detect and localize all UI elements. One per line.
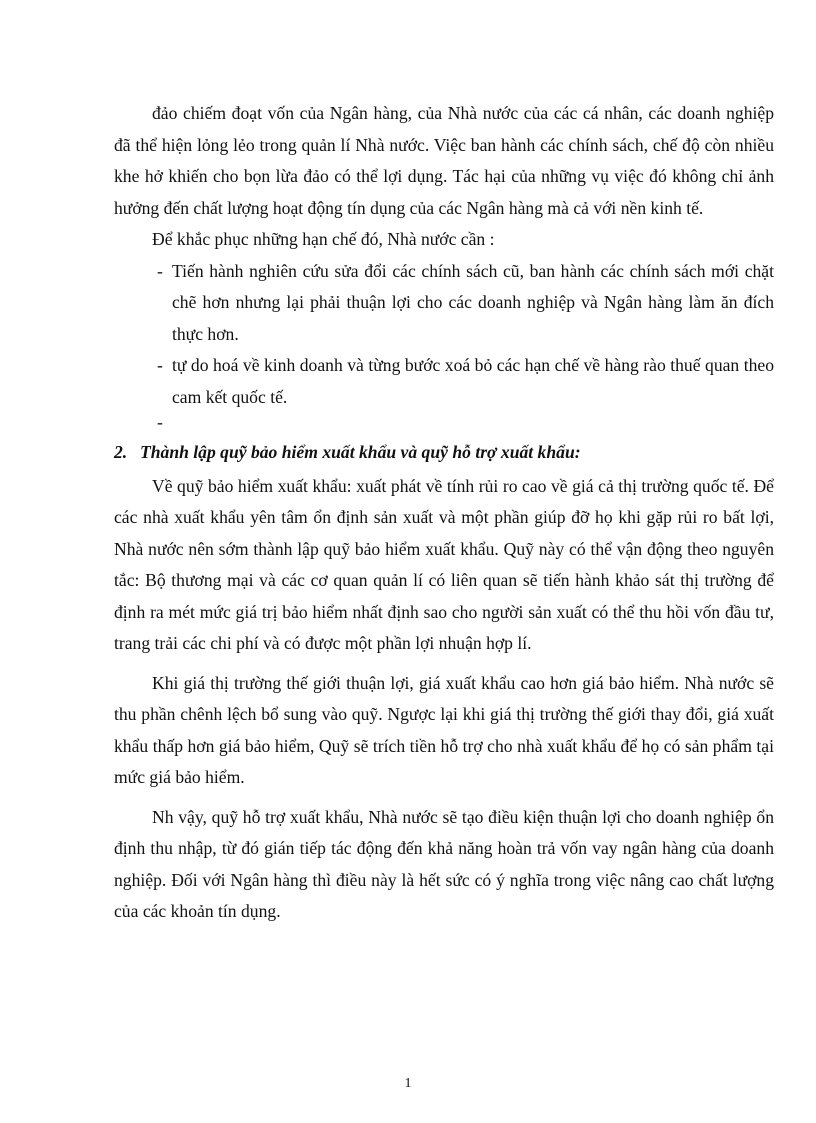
- bullet-dash: -: [157, 355, 163, 375]
- list-item: [114, 350, 774, 413]
- body-paragraph: Về quỹ bảo hiểm xuất khẩu: xuất phát về tính rủi ro cao về giá cả thị trường quốc tế. Để các nhà xuất khẩu yên tâm ổn định sản xuất và một phần giúp đỡ họ khi gặp rủi ro bất lợi, Nhà nước nên sớm thành lập quỹ bảo hiểm xuất khẩu. Quỹ này có thể vận động theo nguyên tắc: Bộ thương mại và các cơ quan quản lí có liên quan sẽ tiến hành khảo sát thị trường để định ra mét mức giá trị bảo hiểm nhất định sao cho người sản xuất có thể thu hồi vốn đầu tư, trang trải các chi phí và có được một phần lợi nhuận hợp lí.: [114, 475, 774, 653]
- section-title: Thành lập quỹ bảo hiểm xuất khẩu và quỹ hỗ trợ xuất khẩu:: [140, 442, 581, 462]
- bullet-text: tự do hoá về kinh doanh và từng bước xoá bỏ các hạn chế về hàng rào thuế quan theo cam kết quốc tế.: [172, 355, 774, 407]
- page-number: 1: [404, 1076, 412, 1091]
- intro-paragraph: đảo chiếm đoạt vốn của Ngân hàng, của Nhà nước của các cá nhân, các doanh nghiệp đã thể hiện lỏng lẻo trong quản lí Nhà nước. Việc ban hành các chính sách, chế độ còn nhiều khe hở khiến cho bọn lừa đảo có thể lợi dụng. Tác hại của những vụ việc đó không chỉ ảnh hưởng đến chất lượng hoạt động tín dụng của các Ngân hàng mà cả với nền kinh tế.: [114, 103, 774, 218]
- section-heading: [114, 437, 774, 469]
- bullet-list: [114, 256, 774, 414]
- bullet-dash: -: [157, 412, 163, 432]
- document-page: [114, 98, 774, 928]
- bullet-text: Tiến hành nghiên cứu sửa đổi các chính sách cũ, ban hành các chính sách mới chặt chẽ hơn nhưng lại phải thuận lợi cho các doanh nghiệp và Ngân hàng làm ăn đích thực hơn.: [172, 260, 774, 344]
- empty-bullet: [114, 413, 774, 435]
- bullet-dash: -: [157, 260, 163, 281]
- lead-in-text: Để khắc phục những hạn chế đó, Nhà nước cần :: [152, 229, 495, 249]
- section-number: 2.: [114, 442, 128, 462]
- body-paragraph: Khi giá thị trường thế giới thuận lợi, giá xuất khẩu cao hơn giá bảo hiểm. Nhà nước sẽ thu phần chênh lệch bổ sung vào quỹ. Ngược lại khi giá thị trường thế giới thay đổi, giá xuất khẩu thấp hơn giá bảo hiểm, Quỹ sẽ trích tiền hỗ trợ cho nhà xuất khẩu để họ có sản phẩm tại mức giá bảo hiểm.: [114, 672, 774, 787]
- body-paragraph: Nh vậy, quỹ hỗ trợ xuất khẩu, Nhà nước sẽ tạo điều kiện thuận lợi cho doanh nghiệp ổn định thu nhập, từ đó gián tiếp tác động đến khả năng hoàn trả vốn vay ngân hàng của doanh nghiệp. Đối với Ngân hàng thì điều này là hết sức có ý nghĩa trong việc nâng cao chất lượng của các khoản tín dụng.: [114, 806, 774, 921]
- list-item: [114, 256, 774, 351]
